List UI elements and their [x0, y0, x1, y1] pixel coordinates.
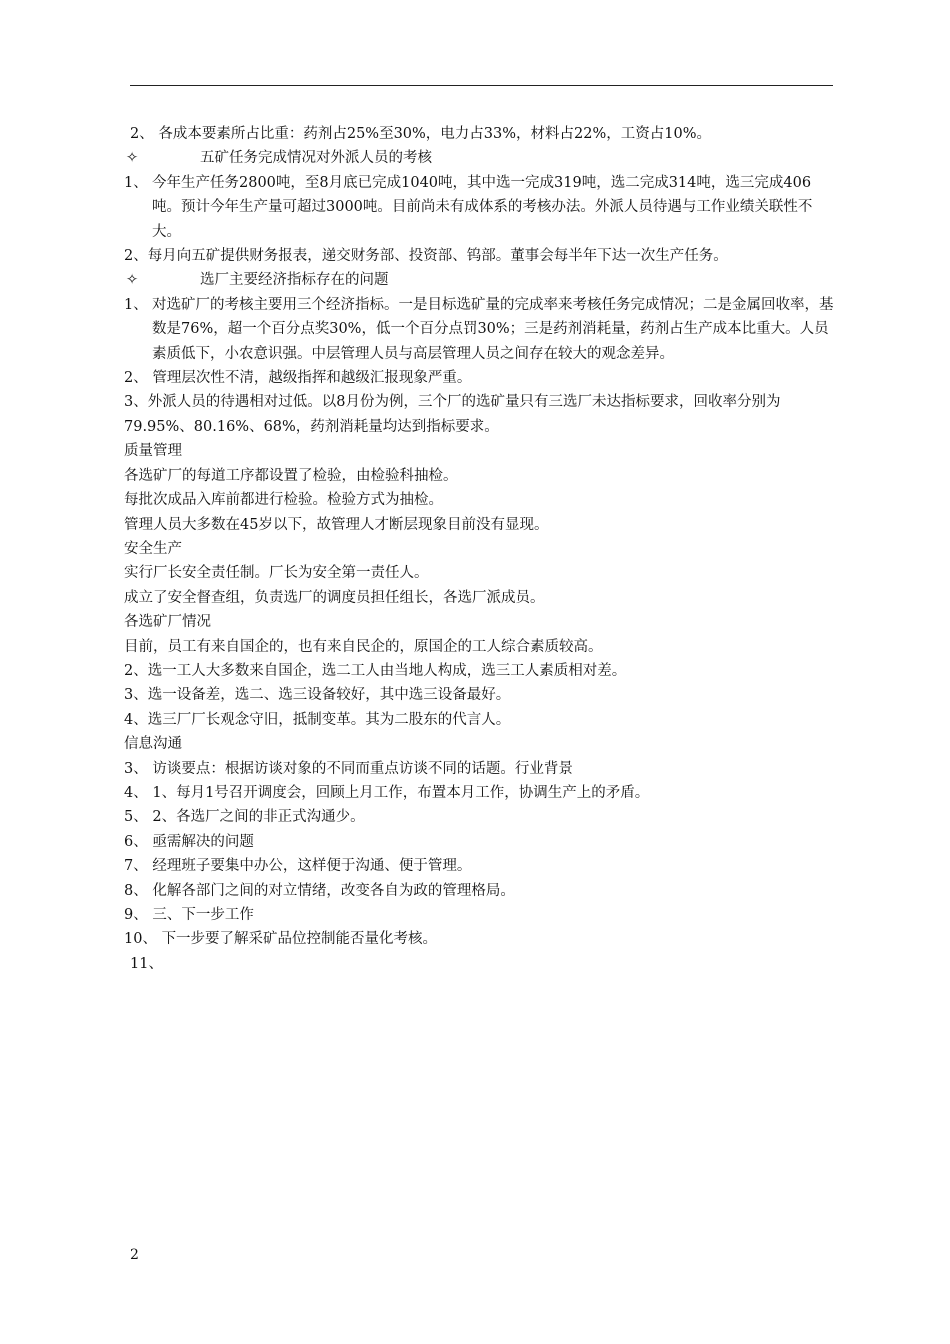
comm-item-10: 10、 下一步要了解采矿品位控制能否量化考核。 — [124, 931, 438, 948]
heading-plants: 各选矿厂情况 — [124, 614, 211, 631]
comm-item-4: 4、 1、每月1号召开调度会，回顾上月工作，布置本月工作，协调生产上的矛盾。 — [124, 784, 650, 801]
financial-report-item: 2、每月向五矿提供财务报表，递交财务部、投资部、钨部。董事会每半年下达一次生产任务。 — [124, 248, 728, 265]
quality-text-2: 每批次成品入库前都进行检验。检验方式为抽检。 — [124, 492, 443, 509]
heading-safety: 安全生产 — [124, 540, 182, 557]
page-number: 2 — [130, 1247, 139, 1263]
comm-item-9: 9、 三、下一步工作 — [124, 907, 254, 923]
plants-item-2: 2、选一工人大多数来自国企，选二工人由当地人构成，选三工人素质相对差。 — [124, 662, 627, 679]
indicator-assessment-item: 1、 对选矿厂的考核主要用三个经济指标。一是目标选矿量的完成率来考核任务完成情况；二是金属回收率，基数是76%，超一个百分点奖30%，低一个百分点罚30%；三是药剂消耗量，药剂占生产成本比重大。人员素质低下，小农意识强。中层管理人员与高层管理人员之间存在较大的观念差异。 — [124, 296, 834, 362]
quality-text-1: 各选矿厂的每道工序都设置了检验，由检验科抽检。 — [124, 467, 458, 484]
comm-item-5: 5、 2、各选厂之间的非正式沟通少。 — [124, 809, 365, 826]
diamond-bullet-icon: ✧ — [126, 272, 139, 289]
comm-item-6: 6、 亟需解决的问题 — [124, 833, 254, 850]
diamond-bullet-icon: ✧ — [126, 150, 139, 167]
cost-ratio-item: 2、 各成本要素所占比重：药剂占25%至30%，电力占33%，材料占22%，工资占10%。 — [130, 126, 711, 142]
comm-item-8: 8、 化解各部门之间的对立情绪，改变各自为政的管理格局。 — [124, 882, 515, 899]
production-task-item: 1、 今年生产任务2800吨，至8月底已完成1040吨，其中选一完成319吨，选二完成314吨，选三完成406吨。预计今年生产量可超过3000吨。目前尚未有成体系的考核办法。外派人员待遇与工作业绩关联性不大。 — [124, 174, 813, 240]
heading-communication: 信息沟通 — [124, 736, 182, 753]
comm-item-7: 7、 经理班子要集中办公，这样便于沟通、便于管理。 — [124, 858, 472, 875]
expat-treatment-item: 3、外派人员的待遇相对过低。以8月份为例，三个厂的选矿量只有三选厂未达指标要求，回收率分别为79.95%、80.16%、68%，药剂消耗量均达到指标要求。 — [124, 394, 781, 435]
quality-text-3: 管理人员大多数在45岁以下，故管理人才断层现象目前没有显现。 — [124, 516, 549, 533]
header-rule — [130, 85, 833, 86]
plants-item-3: 3、选一设备差，选二、选三设备较好，其中选三设备最好。 — [124, 687, 511, 704]
plants-item-4: 4、选三厂厂长观念守旧，抵制变革。其为二股东的代言人。 — [124, 711, 511, 728]
comm-item-11: 11、 — [130, 955, 163, 972]
document-body — [124, 122, 836, 976]
plants-text-1: 目前，员工有来自国企的，也有来自民企的，原国企的工人综合素质较高。 — [124, 638, 603, 655]
heading-quality: 质量管理 — [124, 443, 182, 460]
section-heading-assessment: ✧ 五矿任务完成情况对外派人员的考核 — [124, 146, 836, 170]
management-level-item: 2、 管理层次性不清，越级指挥和越级汇报现象严重。 — [124, 370, 472, 387]
safety-text-2: 成立了安全督查组，负责选厂的调度员担任组长，各选厂派成员。 — [124, 589, 545, 606]
section-heading-indicators: ✧ 选厂主要经济指标存在的问题 — [124, 268, 836, 292]
safety-text-1: 实行厂长安全责任制。厂长为安全第一责任人。 — [124, 565, 429, 582]
comm-item-3: 3、 访谈要点：根据访谈对象的不同而重点访谈不同的话题。行业背景 — [124, 760, 573, 777]
